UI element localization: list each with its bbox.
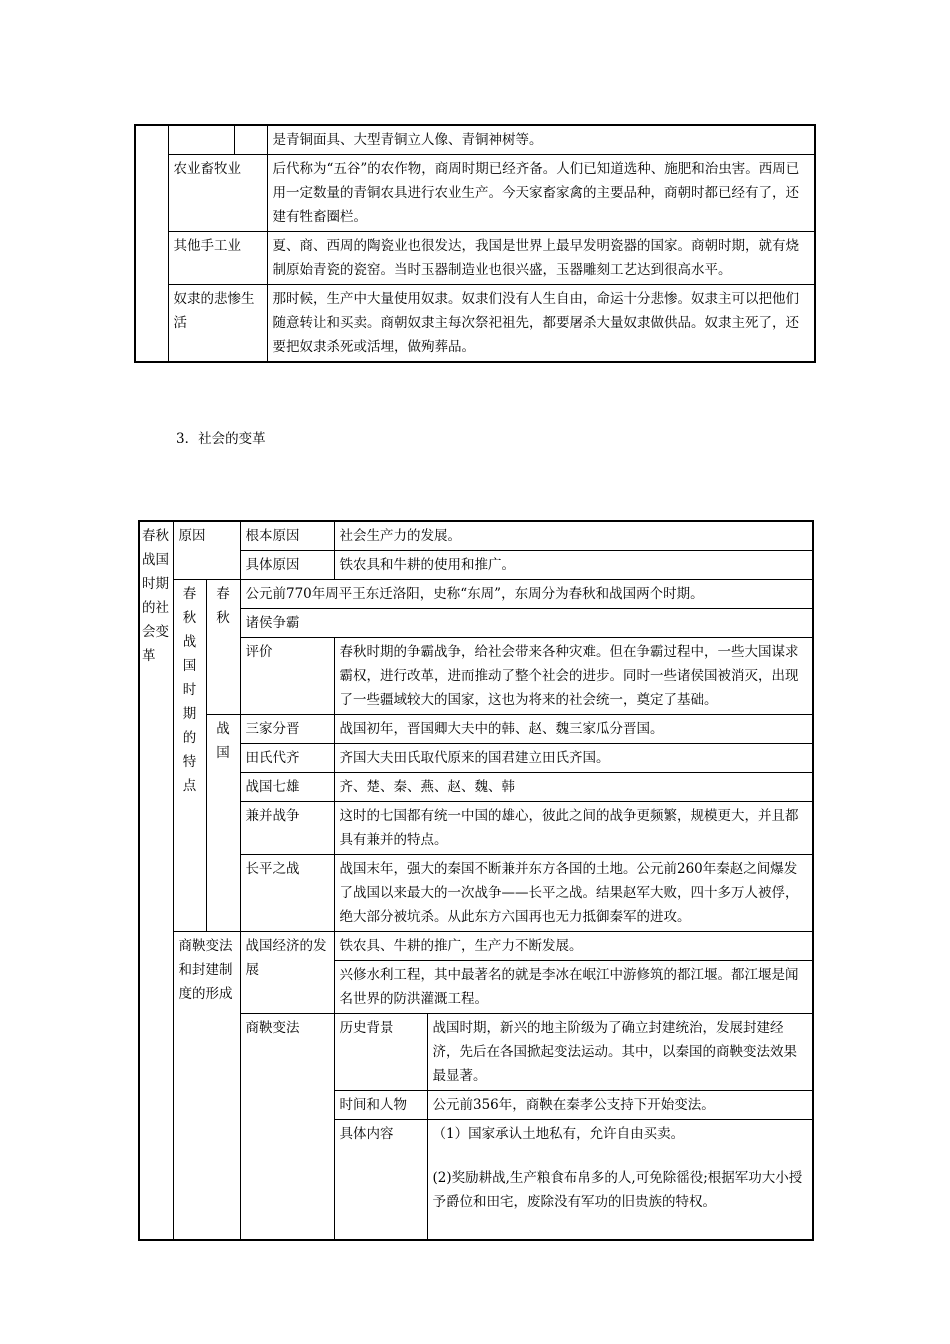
row-label: 农业畜牧业 [168,155,267,232]
section-title-line: 的社 [142,600,169,616]
row-label: 其他手工业 [168,232,267,285]
table-ancient-economy [134,124,816,363]
char: 期 [182,706,197,722]
row-label: 根本原因 [240,521,334,551]
char: 秋 [216,610,230,626]
table-row [135,285,815,363]
table-row [139,521,813,551]
table-cell: 齐国大夫田氏取代原来的国君建立田氏齐国。 [334,744,813,773]
table-cell: 齐、楚、秦、燕、赵、魏、韩 [334,773,813,802]
table-cell: 铁农具、牛耕的推广，生产力不断发展。 [334,932,813,961]
table-cell: 后代称为“五谷”的农作物，商周时期已经齐备。人们已知道选种、施肥和治虫害。西周已用一定数量的青铜农具进行农业生产。今天家畜家禽的主要品种，商朝时都已经有了，还建有牲畜圈栏。 [267,155,815,232]
table-row [139,580,813,609]
table-row [139,773,813,802]
table-row [135,125,815,155]
content-item: (2)奖励耕战,生产粮食布帛多的人,可免除徭役;根据军功大小授予爵位和田宅，废除没有军功的旧贵族的特权。 [432,1170,803,1210]
table-row [139,609,813,638]
table-cell: 是青铜面具、大型青铜立人像、青铜神树等。 [267,125,815,155]
sub-label: 历史背景 [334,1014,427,1091]
table-row [139,855,813,932]
row-label: 商鞅变法 [240,1014,334,1240]
row-label: 评价 [240,638,334,715]
section-title-line: 战国 [142,552,169,568]
table-cell: 那时候，生产中大量使用奴隶。奴隶们没有人生自由，命运十分悲惨。奴隶主可以把他们随意转让和买卖。商朝奴隶主每次祭祀祖先，都要屠杀大量奴隶做供品。奴隶主死了，还要把奴隶杀死或活埋，做殉葬品。 [267,285,815,363]
sub-label: 具体内容 [334,1120,427,1240]
char: 的 [182,730,197,746]
table-cell: 战国初年，晋国卿大夫中的韩、赵、魏三家瓜分晋国。 [334,715,813,744]
table-row [135,155,815,232]
content-cell [427,1120,813,1240]
row-label: 战国七雄 [240,773,334,802]
empty-cell [234,125,267,155]
table-row [139,551,813,580]
shang-yang-section-label: 商鞅变法和封建制度的形成 [173,932,240,1240]
empty-cell [168,125,234,155]
row-label: 长平之战 [240,855,334,932]
table-cell: 战国时期，新兴的地主阶级为了确立封建统治，发展封建经济，先后在各国掀起变法运动。其中，以秦国的商鞅变法效果最显著。 [427,1014,813,1091]
char: 点 [182,778,197,794]
char: 国 [216,745,230,761]
table-cell: 这时的七国都有统一中国的雄心，彼此之间的战争更频繁，规模更大，并且都具有兼并的特点。 [334,802,813,855]
table-row [139,1014,813,1091]
content-item: （1）国家承认土地私有，允许自由买卖。 [432,1126,685,1142]
char: 春 [182,586,197,602]
table-cell: 战国末年，强大的秦国不断兼并东方各国的土地。公元前260年秦赵之间爆发了战国以来最大的一次战争——长平之战。结果赵军大败，四十多万人被俘，绝大部分被坑杀。从此东方六国再也无力抵御秦军的进攻。 [334,855,813,932]
table-cell: 兴修水利工程，其中最著名的就是李冰在岷江中游修筑的都江堰。都江堰是闻名世界的防洪灌溉工程。 [334,961,813,1014]
section-heading: 3．社会的变革 [176,431,266,447]
char: 特 [182,754,197,770]
row-label: 奴隶的悲惨生活 [168,285,267,363]
section-title-line: 春秋 [142,528,169,544]
table-cell: 春秋时期的争霸战争，给社会带来各种灾难。但在争霸过程中，一些大国谋求霸权，进行改革，进而推动了整个社会的进步。同时一些诸侯国被消灭，出现了一些疆域较大的国家，这也为将来的社会统一，奠定了基础。 [334,638,813,715]
spring-autumn-label [206,580,240,715]
table-social-change [138,520,814,1241]
table-cell: 夏、商、西周的陶瓷业也很发达，我国是世界上最早发明瓷器的国家。商朝时期，就有烧制原始青瓷的瓷窑。当时玉器制造业也很兴盛，玉器雕刻工艺达到很高水平。 [267,232,815,285]
section-title-line: 革 [142,648,156,664]
table-row [139,802,813,855]
char: 战 [216,721,230,737]
table-row [139,715,813,744]
table-row [139,744,813,773]
row-label: 三家分晋 [240,715,334,744]
char: 秋 [182,610,197,626]
sub-label: 时间和人物 [334,1091,427,1120]
char: 战 [182,634,197,650]
section-title-line: 会变 [142,624,169,640]
row-label: 田氏代齐 [240,744,334,773]
table-cell: 社会生产力的发展。 [334,521,813,551]
char: 国 [182,658,197,674]
warring-states-label [206,715,240,932]
empty-cell [135,125,168,362]
row-label: 具体原因 [240,551,334,580]
table-row [139,932,813,961]
section-title-cell [139,521,173,1240]
table-cell: 铁农具和牛耕的使用和推广。 [334,551,813,580]
table-row [135,232,815,285]
table-cell: 诸侯争霸 [240,609,813,638]
section-title-line: 时期 [142,576,169,592]
features-label [173,580,206,932]
cause-label: 原因 [173,521,240,580]
row-label: 战国经济的发展 [240,932,334,1014]
char: 春 [216,586,230,602]
char: 时 [182,682,197,698]
table-cell: 公元前770年周平王东迁洛阳，史称“东周”，东周分为春秋和战国两个时期。 [240,580,813,609]
row-label: 兼并战争 [240,802,334,855]
table-row [139,638,813,715]
table-cell: 公元前356年，商鞅在秦孝公支持下开始变法。 [427,1091,813,1120]
